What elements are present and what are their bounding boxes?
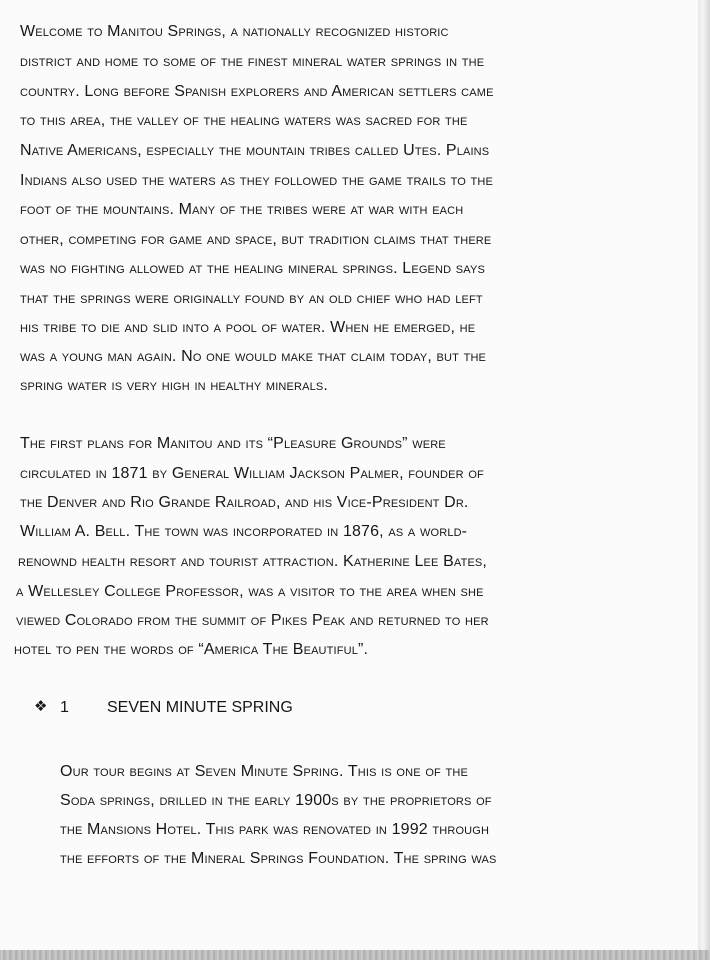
paragraph1-line: was no fighting allowed at the healing mineral springs. Legend says	[20, 260, 485, 277]
paragraph1-line: that the springs were originally found by an old chief who had left	[20, 290, 483, 307]
paragraph1-line: Welcome to Manitou Springs, a nationally recognized historic	[20, 23, 449, 40]
paragraph1-line: was a young man again. No one would make that claim today, but the	[20, 348, 487, 365]
paragraph2-line: viewed Colorado from the summit of Pikes Peak and returned to her	[16, 612, 489, 629]
paragraph3-line: Our tour begins at Seven Minute Spring. This is one of the	[60, 763, 468, 780]
paragraph3-line: the efforts of the Mineral Springs Foundation. The spring was	[60, 850, 497, 867]
paragraph2-line: renownd health resort and tourist attraction. Katherine Lee Bates,	[18, 553, 488, 570]
section-heading: SEVEN MINUTE SPRING	[107, 699, 293, 716]
paragraph1-line: to this area, the valley of the healing waters was sacred for the	[20, 112, 468, 129]
page-edge-right	[698, 0, 710, 960]
page-edge-bottom	[0, 950, 710, 960]
paragraph1-line: country. Long before Spanish explorers and American settlers came	[20, 83, 494, 100]
diamond-bullet-icon: ❖	[34, 698, 48, 715]
paragraph3-line: Soda springs, drilled in the early 1900s by the proprietors of	[60, 792, 492, 809]
paragraph1-line: foot of the mountains. Many of the tribes were at war with each	[20, 201, 464, 218]
paragraph2-line: the Denver and Rio Grande Railroad, and his Vice-President Dr.	[20, 494, 469, 511]
paragraph2-line: William A. Bell. The town was incorporated in 1876, as a world-	[20, 523, 468, 540]
section-number: 1	[60, 699, 69, 716]
paragraph1-line: Indians also used the waters as they followed the game trails to the	[20, 172, 494, 189]
paragraph2-line: hotel to pen the words of “America The Beautiful”.	[14, 641, 369, 658]
paragraph2-line: The first plans for Manitou and its “Pleasure Grounds” were	[20, 435, 446, 452]
paragraph1-line: district and home to some of the finest mineral water springs in the	[20, 53, 485, 70]
paragraph2-line: a Wellesley College Professor, was a visitor to the area when she	[16, 583, 484, 600]
paragraph1-line: spring water is very high in healthy minerals.	[20, 377, 328, 394]
paragraph1-line: his tribe to die and slid into a pool of water. When he emerged, he	[20, 319, 476, 336]
paragraph1-line: Native Americans, especially the mountain tribes called Utes. Plains	[20, 142, 490, 159]
paragraph3-line: the Mansions Hotel. This park was renovated in 1992 through	[60, 821, 490, 838]
paragraph1-line: other, competing for game and space, but tradition claims that there	[20, 231, 492, 248]
paragraph2-line: circulated in 1871 by General William Jackson Palmer, founder of	[20, 465, 484, 482]
